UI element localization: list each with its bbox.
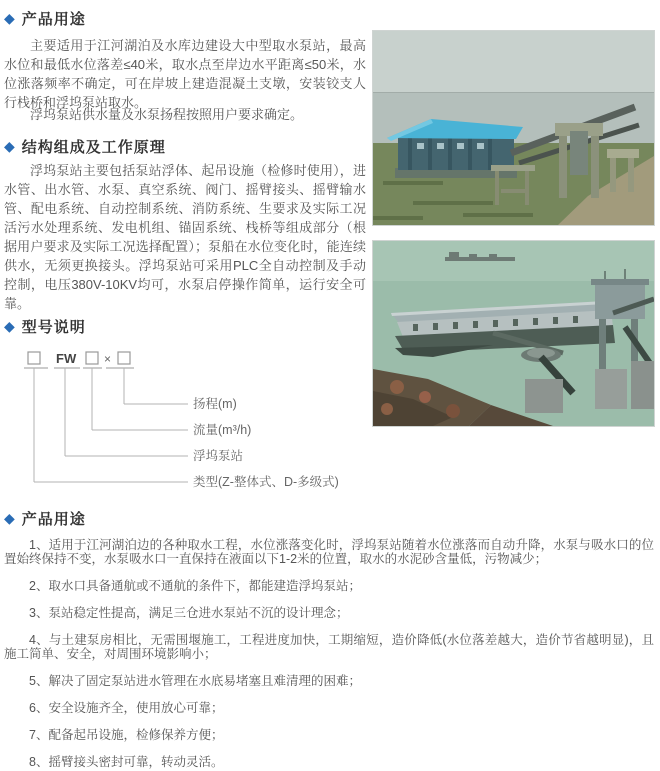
section3-heading [4,316,86,337]
feature-item: 3、泵站稳定性提高，满足三仓进水泵站不沉的设计理念； [29,606,349,620]
feature-item: 8、摇臂接头密封可靠，转动灵活。 [29,755,224,769]
diamond-icon: ◆ [4,510,15,526]
model-label-station: 浮坞泵站 [193,449,244,463]
diamond-icon: ◆ [4,138,15,154]
model-box-flow [86,352,98,364]
feature-item: 4、与土建泵房相比，无需围堰施工，工程进度加快，工期缩短，造价降低(水位落差越大，造价节省越明显)，且施工简单、安全，对周围环境影响小； [4,633,654,661]
section2-heading-text: 结构组成及工作原理 [21,139,166,156]
photo-floating-pump-station-1 [372,30,655,226]
feature-list [4,538,654,771]
section4-heading-text: 产品用途 [21,511,86,528]
model-box-head [118,352,130,364]
model-code-fw: FW [56,351,77,366]
model-times-sign: × [104,352,112,366]
feature-item: 7、配备起吊设施，检修保养方便； [29,728,224,742]
feature-item: 5、解决了固定泵站进水管理在水底易堵塞且难清理的困难； [29,674,361,688]
section1-heading [4,8,86,29]
section3-heading-text: 型号说明 [21,319,86,336]
model-label-type: 类型(Z-整体式、D-多级式) [193,475,339,489]
section2-paragraph: 浮坞泵站主要包括泵站浮体、起吊设施（检修时使用），进水管、出水管、水泵、真空系统、阀门、摇臂接头、摇臂输水管、配电系统、自动控制系统、消防系统、生要求及实际工况活污水处理系统、发电机组、锚固系统、栈桥等组成部分（根据用户要求及实际工况选择配置）；泵船在水位变化时，能连续供水，无须更换接头。浮坞泵站可采用PLC全自动控制及手动控制，电压380V-10KV均可，水泵启停操作简单，运行安全可靠。 [4,163,366,311]
section4-heading [4,508,86,529]
diamond-icon: ◆ [4,318,15,334]
model-label-flow: 流量(m³/h) [193,423,252,437]
feature-item: 1、适用于江河湖泊边的各种取水工程，水位涨落变化时，浮坞泵站随着水位涨落而自动升降，水泵与吸水口的位置始终保持不变，水泵吸水口一直保持在液面以下1-2米的位置，取水的水泥砂含量低，污物减少； [4,538,654,566]
photo-floating-pump-station-2 [372,240,655,427]
model-box-type [28,352,40,364]
section1-paragraph-2: 浮坞泵站供水量及水泵扬程按照用户要求确定。 [30,107,304,122]
feature-item: 2、取水口具备通航或不通航的条件下，都能建造浮坞泵站； [29,579,361,593]
section1-paragraph-1: 主要适用于江河湖泊及水库边建设大中型取水泵站，最高水位和最低水位落差≤40米，取水点至岸边水平距离≤50米，水位涨落频率不确定，可在岸坡上建造混凝土支墩，安装铰支人行栈桥和浮坞泵站取水。 [4,38,366,110]
sky [373,31,654,103]
diamond-icon: ◆ [4,10,15,26]
model-label-head: 扬程(m) [193,397,237,411]
section1-heading-text: 产品用途 [21,11,86,28]
model-connector-lines [34,368,188,482]
section2-heading [4,136,166,157]
feature-item: 6、安全设施齐全，使用放心可靠； [29,701,224,715]
model-code-diagram [12,346,372,498]
